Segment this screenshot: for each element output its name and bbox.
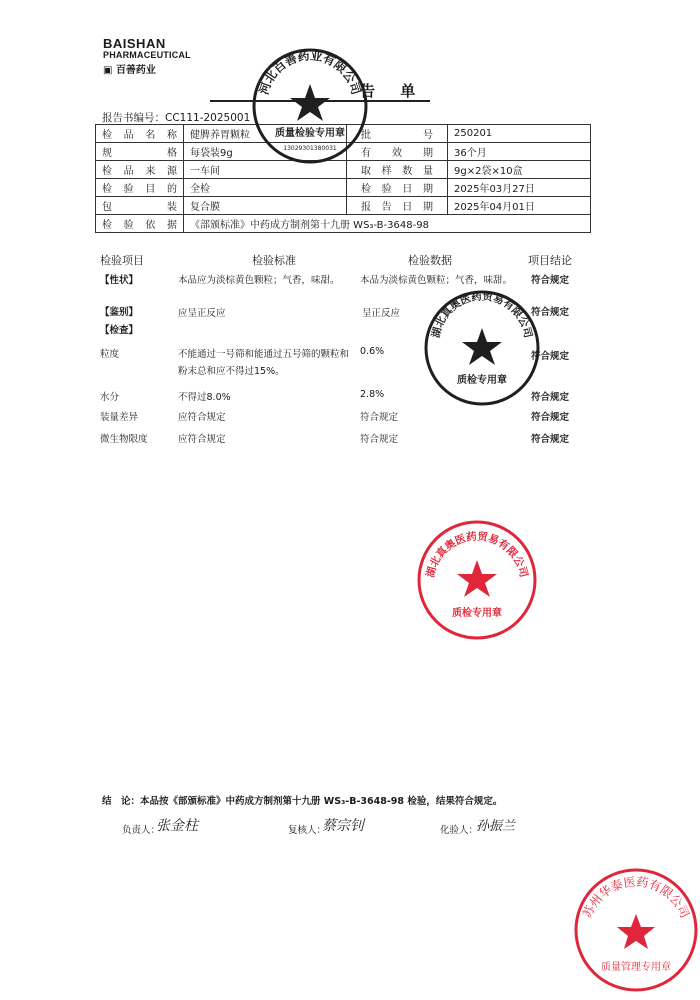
info-label: 检验目的 xyxy=(96,179,184,197)
table-row xyxy=(96,179,591,197)
result-data: 符合规定 xyxy=(360,412,399,423)
responsible-label: 负责人： xyxy=(122,825,161,836)
result-standard-line2: 粉末总和应不得过15%。 xyxy=(178,366,285,377)
result-item: 微生物限度 xyxy=(100,434,148,445)
info-value: 36个月 xyxy=(448,143,591,161)
seal-code-text: 13029301380031 xyxy=(283,145,337,152)
seal-company-text: 苏州华泰医药有限公司 xyxy=(580,874,692,921)
result-conclusion: 符合规定 xyxy=(531,392,570,403)
quality-inspection-seal xyxy=(250,46,370,166)
report-number: 报告书编号：CC111-2025001 xyxy=(102,112,251,124)
result-item: 【性状】 xyxy=(100,275,139,286)
info-label: 取样数量 xyxy=(347,161,448,179)
info-value: 每袋装9g xyxy=(184,143,347,161)
result-standard: 应呈正反应 xyxy=(178,308,226,319)
basis-label: 检验依据 xyxy=(96,215,184,233)
basis-value: 《部颁标准》中药成方制剂第十九册 WS₃-B-3648-98 xyxy=(184,215,591,233)
info-label: 检品来源 xyxy=(96,161,184,179)
seal-company-text: 河北百善药业有限公司 xyxy=(256,48,364,97)
info-label: 检验日期 xyxy=(347,179,448,197)
reviewer-label: 复核人： xyxy=(288,825,327,836)
result-conclusion: 符合规定 xyxy=(531,275,570,286)
brand-name-en: BAISHAN xyxy=(103,36,166,51)
result-conclusion: 符合规定 xyxy=(531,434,570,445)
result-item: 水分 xyxy=(100,392,120,403)
results-header-data: 检验数据 xyxy=(408,254,452,267)
page-title: 告 单 xyxy=(360,82,426,100)
tester-label: 化验人： xyxy=(440,825,479,836)
table-row xyxy=(96,197,591,215)
result-standard: 应符合规定 xyxy=(178,434,226,445)
result-item: 【鉴别】 xyxy=(100,307,139,318)
info-value: 全检 xyxy=(184,179,347,197)
seal-dept-text: 质检专用章 xyxy=(457,375,507,386)
info-value: 9g×2袋×10盒 xyxy=(448,161,591,179)
svg-text:苏州华泰医药有限公司 xyxy=(580,875,692,920)
result-item: 装量差异 xyxy=(100,412,139,423)
result-data: 0.6% xyxy=(360,346,385,357)
seal-dept-text: 质量检验专用章 xyxy=(275,128,345,139)
brand-subtitle-en: PHARMACEUTICAL xyxy=(103,50,191,60)
responsible-signature: 张金柱 xyxy=(156,818,198,834)
info-label: 规 格 xyxy=(96,143,184,161)
quality-management-seal xyxy=(572,866,700,994)
seal-company-text: 湖北真奥医药贸易有限公司 xyxy=(430,290,534,339)
result-conclusion: 符合规定 xyxy=(531,351,570,362)
results-header-standard: 检验标准 xyxy=(252,254,296,267)
info-value: 250201 xyxy=(448,125,591,143)
info-label: 包 装 xyxy=(96,197,184,215)
seal-company-text: 湖北真奥医药贸易有限公司 xyxy=(424,530,530,579)
result-standard: 不能通过一号筛和能通过五号筛的颗粒和 xyxy=(178,349,350,360)
conclusion-text: 结 论：本品按《部颁标准》中药成方制剂第十九册 WS₃-B-3648-98 检验，结果符合规定。 xyxy=(102,796,503,807)
result-conclusion: 符合规定 xyxy=(531,307,570,318)
results-header-conclusion: 项目结论 xyxy=(528,254,572,267)
result-data: 2.8% xyxy=(360,389,385,400)
result-conclusion: 符合规定 xyxy=(531,412,570,423)
seal-dept-text: 质检专用章 xyxy=(452,608,502,619)
info-value: 健脾养胃颗粒 xyxy=(184,125,347,143)
quality-check-seal xyxy=(422,288,542,408)
result-standard: 应符合规定 xyxy=(178,412,226,423)
info-value: 一车间 xyxy=(184,161,347,179)
result-item: 【检查】 xyxy=(100,325,139,336)
info-label: 检品名称 xyxy=(96,125,184,143)
info-value: 2025年03月27日 xyxy=(448,179,591,197)
red-quality-seal xyxy=(415,518,539,642)
result-standard: 本品应为淡棕黄色颗粒；气香，味甜。 xyxy=(178,275,340,286)
brand-name-cn: ▣ 百善药业 xyxy=(103,65,156,76)
result-data: 本品为淡棕黄色颗粒；气香，味甜。 xyxy=(360,275,513,286)
seal-dept-text: 质量管理专用章 xyxy=(601,962,671,973)
result-standard: 不得过8.0% xyxy=(178,392,231,403)
result-data: 呈正反应 xyxy=(362,308,401,319)
info-value: 2025年04月01日 xyxy=(448,197,591,215)
table-row xyxy=(96,215,591,233)
reviewer-signature: 蔡宗钊 xyxy=(322,818,364,834)
result-item: 粒度 xyxy=(100,349,120,360)
info-label: 报告日期 xyxy=(347,197,448,215)
info-value: 复合膜 xyxy=(184,197,347,215)
info-label: 批 号 xyxy=(347,125,448,143)
info-label: 有效期 xyxy=(347,143,448,161)
result-data: 符合规定 xyxy=(360,434,399,445)
results-header-item: 检验项目 xyxy=(100,254,144,267)
tester-signature: 孙振兰 xyxy=(476,819,516,834)
